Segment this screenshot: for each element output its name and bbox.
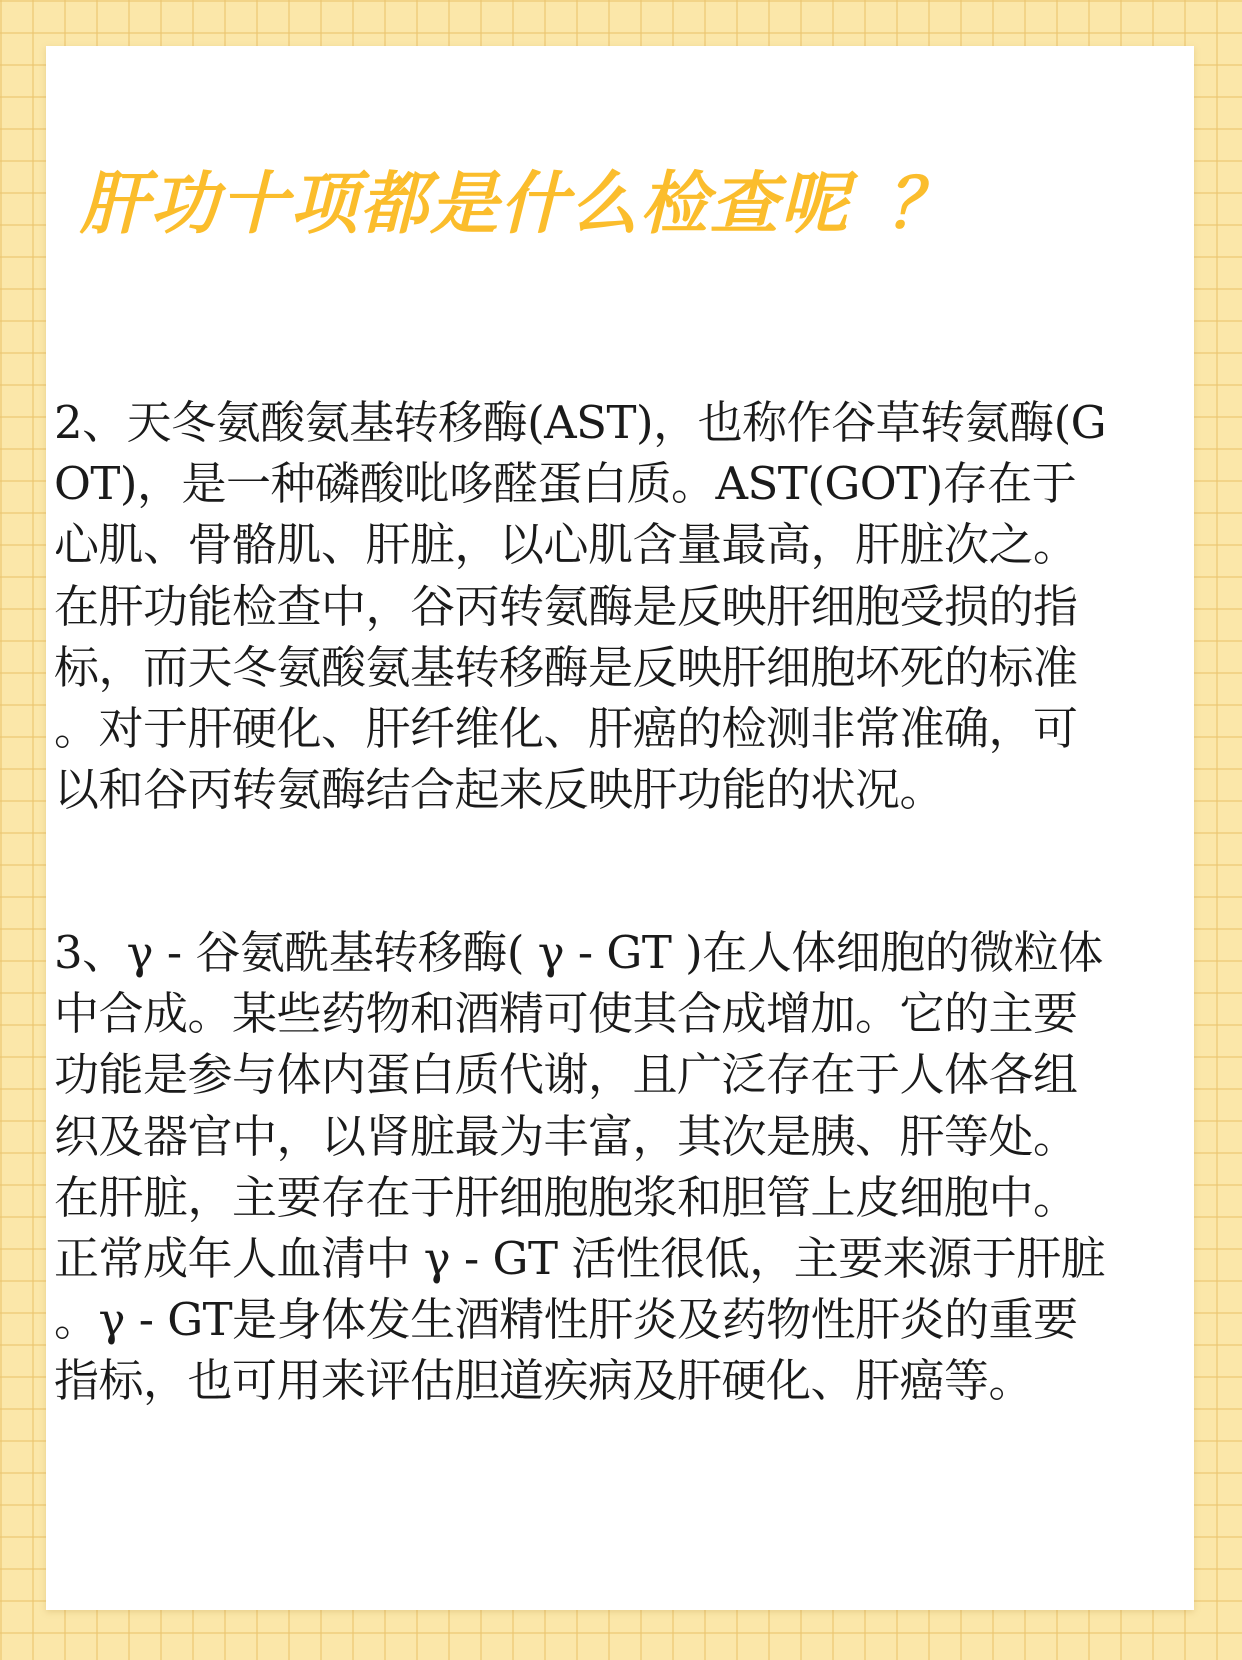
content-card [46, 46, 1194, 1610]
paragraph-line: 织及器官中，以肾脏最为丰富，其次是胰、肝等处。 [54, 1109, 1078, 1163]
paragraph-line: 指标，也可用来评估胆道疾病及肝硬化、肝癌等。 [54, 1354, 1034, 1408]
title-question-mark: ？ [886, 165, 957, 244]
paragraph-line: 在肝脏，主要存在于肝细胞胞浆和胆管上皮细胞中。 [54, 1170, 1078, 1224]
paragraph-line: 。对于肝硬化、肝纤维化、肝癌的检测非常准确，可 [54, 702, 1078, 756]
page-title [80, 164, 1180, 246]
paragraph-ast [54, 392, 1194, 820]
paragraph-ggt [54, 922, 1194, 1412]
paragraph-line: 3、γ - 谷氨酰基转移酶( γ - GT )在人体细胞的微粒体 [54, 926, 1103, 979]
title-text: 肝功十项都是什么检查呢 [80, 165, 851, 244]
paragraph-line: 中合成。某些药物和酒精可使其合成增加。它的主要 [54, 987, 1078, 1041]
paragraph-line: OT)，是一种磷酸吡哆醛蛋白质。AST(GOT)存在于 [54, 457, 1077, 511]
paragraph-line: 功能是参与体内蛋白质代谢，且广泛存在于人体各组 [54, 1048, 1078, 1102]
paragraph-line: 。γ - GT是身体发生酒精性肝炎及药物性肝炎的重要 [54, 1293, 1078, 1347]
paragraph-line: 2、天冬氨酸氨基转移酶(AST)，也称作谷草转氨酶(G [54, 396, 1107, 449]
paragraph-line: 在肝功能检查中，谷丙转氨酶是反映肝细胞受损的指 [54, 579, 1078, 633]
paragraph-line: 正常成年人血清中 γ - GT 活性很低，主要来源于肝脏 [54, 1232, 1106, 1286]
paragraph-line: 心肌、骨骼肌、肝脏，以心肌含量最高，肝脏次之。 [54, 518, 1078, 572]
paragraph-line: 标，而天冬氨酸氨基转移酶是反映肝细胞坏死的标准 [54, 640, 1078, 694]
paragraph-line: 以和谷丙转氨酶结合起来反映肝功能的状况。 [54, 763, 945, 817]
